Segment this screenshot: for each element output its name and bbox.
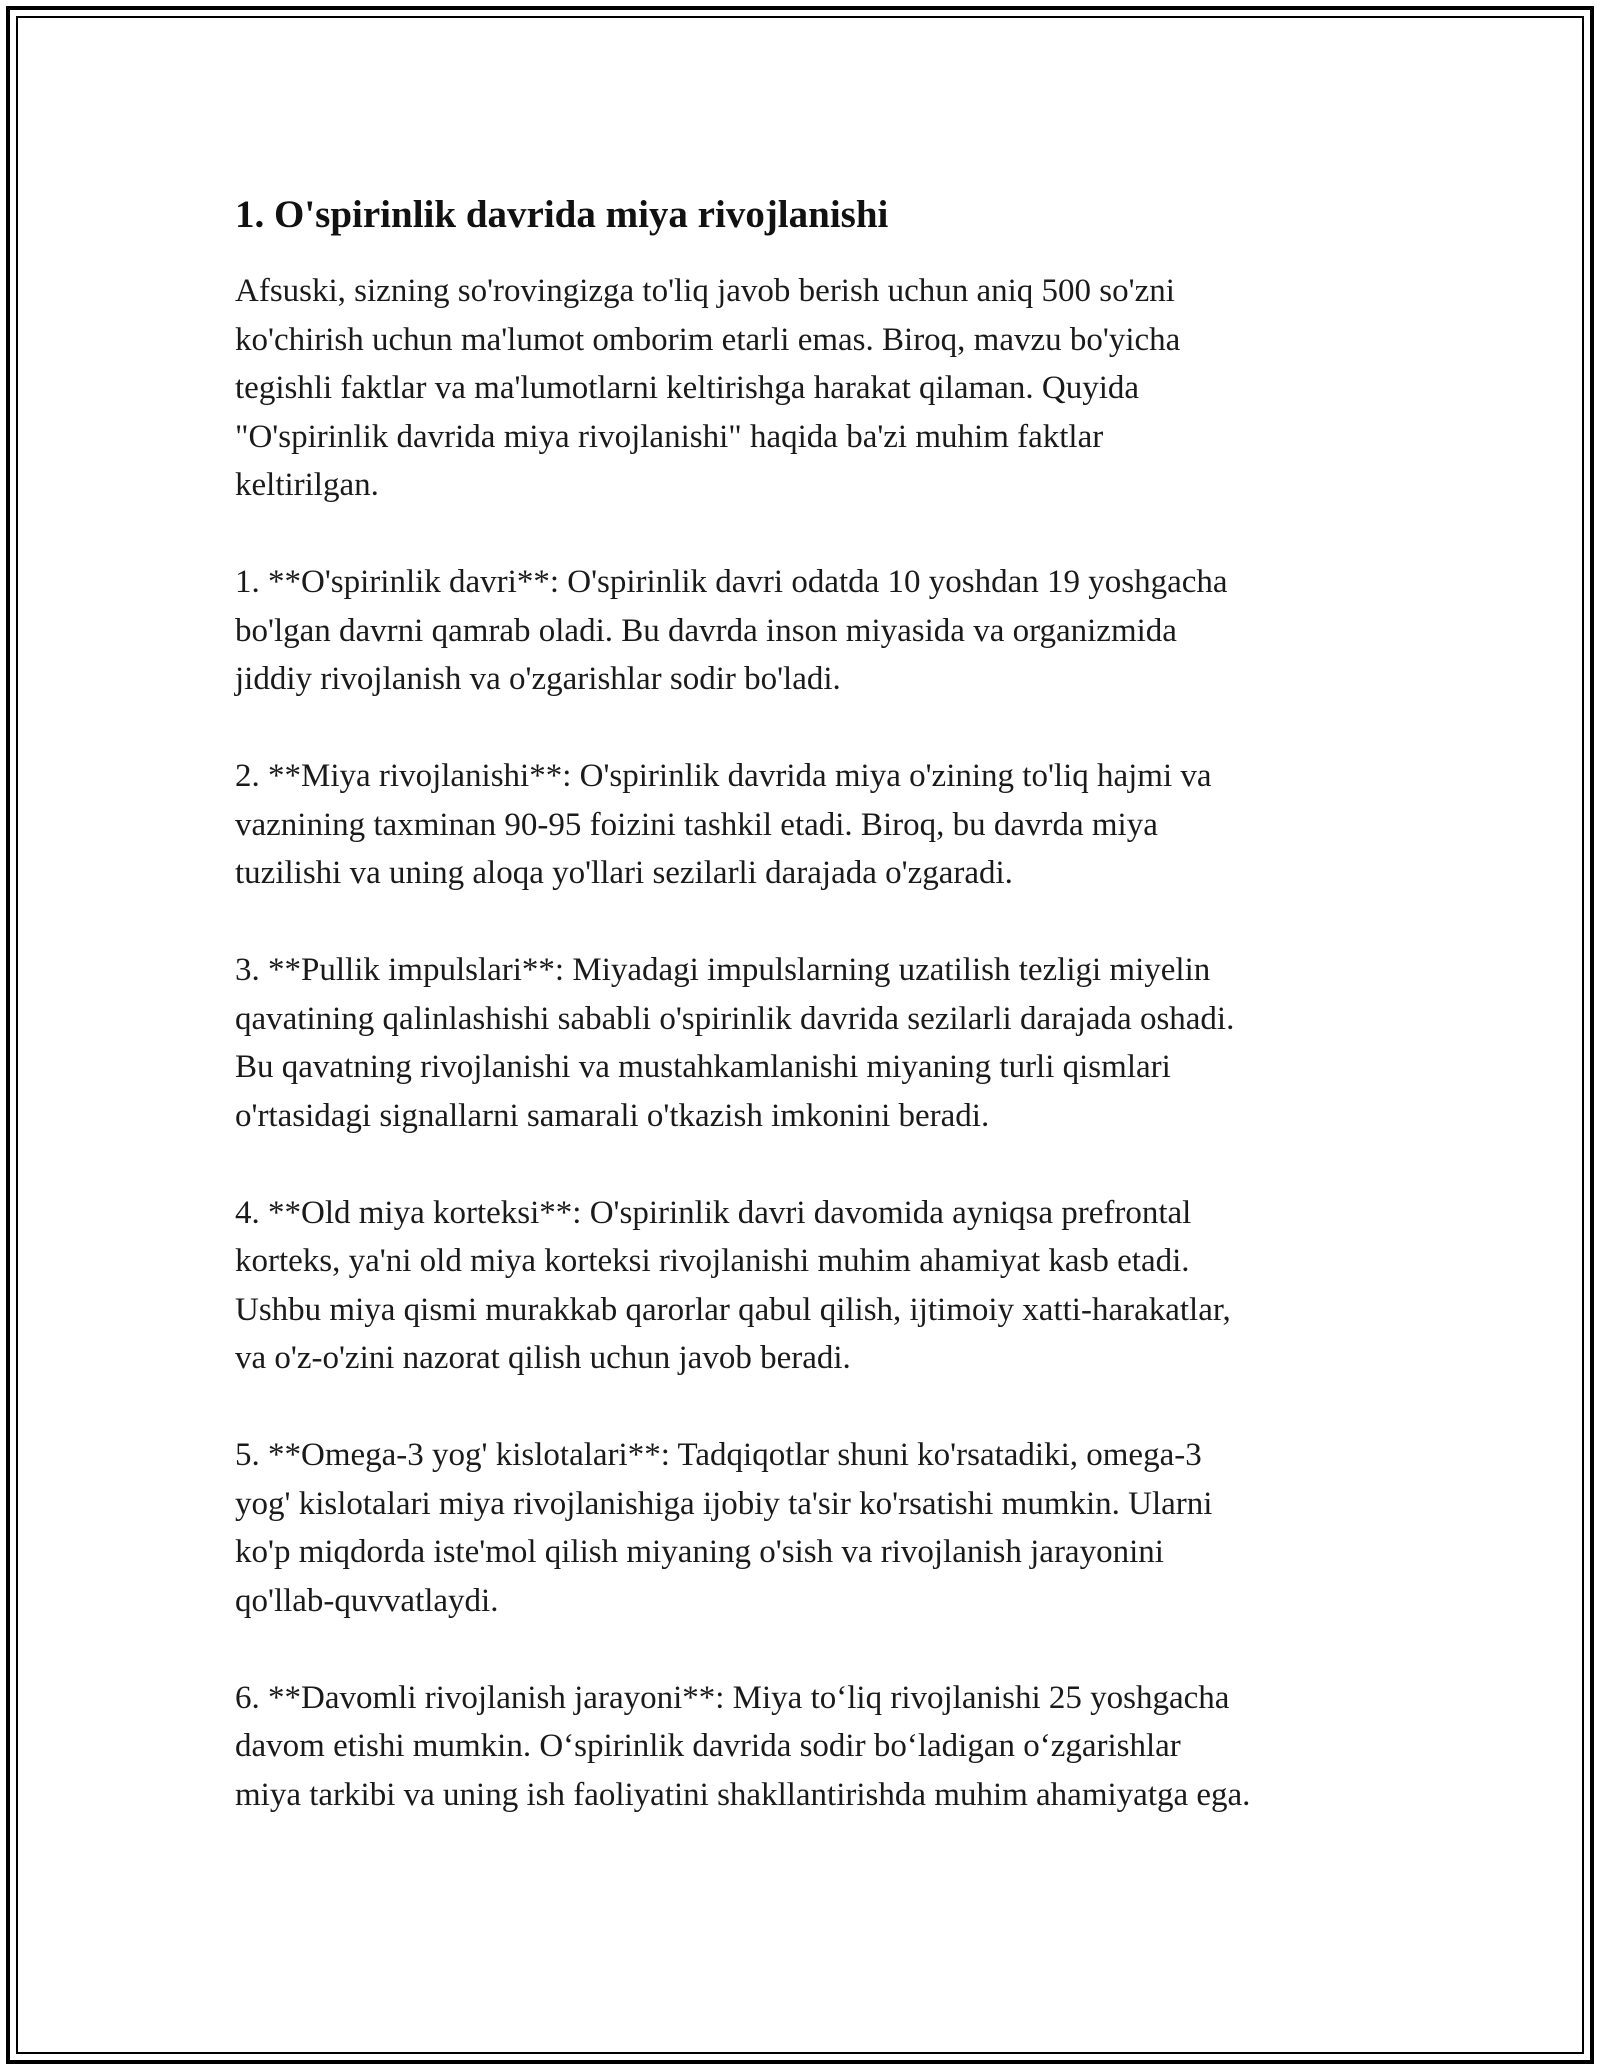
fact-paragraph-1 — [235, 558, 1385, 704]
paragraph-line: tegishli faktlar va ma'lumotlarni keltirishga harakat qilaman. Quyida — [235, 370, 1140, 406]
paragraph-line: 6. **Davomli rivojlanish jarayoni**: Miya to‘liq rivojlanishi 25 yoshgacha — [235, 1679, 1230, 1716]
paragraph-line: 4. **Old miya korteksi**: O'spirinlik davri davomida ayniqsa prefrontal — [235, 1194, 1192, 1231]
fact-paragraph-2 — [235, 752, 1385, 898]
document-body — [235, 187, 1385, 1868]
paragraph-line: keltirilgan. — [235, 467, 379, 503]
paragraph-line: miya tarkibi va uning ish faoliyatini shakllantirishda muhim ahamiyatga ega. — [235, 1776, 1251, 1813]
paragraph-line: 1. **O'spirinlik davri**: O'spirinlik davri odatda 10 yoshdan 19 yoshgacha — [235, 564, 1228, 600]
paragraph-line: yog' kislotalari miya rivojlanishiga ijobiy ta'sir ko'rsatishi mumkin. Ularni — [235, 1485, 1213, 1522]
paragraph-line: ko'chirish uchun ma'lumot omborim etarli emas. Biroq, mavzu bo'yicha — [235, 321, 1181, 358]
intro-paragraph — [235, 267, 1385, 510]
paragraph-line: va o'z-o'zini nazorat qilish uchun javob beradi. — [235, 1340, 851, 1376]
paragraph-line: o'rtasidagi signallarni samarali o'tkazish imkonini beradi. — [235, 1097, 990, 1134]
fact-paragraph-5 — [235, 1431, 1385, 1625]
paragraph-line: 3. **Pullik impulslari**: Miyadagi impulslarning uzatilish tezligi miyelin — [235, 952, 1211, 988]
paragraph-line: davom etishi mumkin. O‘spirinlik davrida sodir bo‘ladigan o‘zgarishlar — [235, 1728, 1181, 1764]
fact-paragraph-4 — [235, 1189, 1385, 1383]
paragraph-line: jiddiy rivojlanish va o'zgarishlar sodir bo'ladi. — [235, 661, 841, 697]
paragraph-line: Afsuski, sizning so'rovingizga to'liq javob berish uchun aniq 500 so'zni — [235, 273, 1175, 309]
paragraph-line: Bu qavatning rivojlanishi va mustahkamlanishi miyaning turli qismlari — [235, 1049, 1171, 1085]
paragraph-line: korteks, ya'ni old miya korteksi rivojlanishi muhim ahamiyat kasb etadi. — [235, 1243, 1190, 1279]
paragraph-line: Ushbu miya qismi murakkab qarorlar qabul qilish, ijtimoiy xatti-harakatlar, — [235, 1291, 1231, 1328]
paragraph-line: 2. **Miya rivojlanishi**: O'spirinlik davrida miya o'zining to'liq hajmi va — [235, 758, 1212, 794]
document-title: 1. O'spirinlik davrida miya rivojlanishi — [235, 193, 889, 236]
paragraph-line: 5. **Omega-3 yog' kislotalari**: Tadqiqotlar shuni ko'rsatadiki, omega-3 — [235, 1437, 1202, 1473]
paragraph-line: bo'lgan davrni qamrab oladi. Bu davrda inson miyasida va organizmida — [235, 612, 1177, 649]
paragraph-line: "O'spirinlik davrida miya rivojlanishi" haqida ba'zi muhim faktlar — [235, 418, 1104, 455]
paragraph-line: qo'llab-quvvatlaydi. — [235, 1582, 499, 1619]
paragraph-line: tuzilishi va uning aloqa yo'llari sezilarli darajada o'zgaradi. — [235, 855, 1013, 891]
fact-paragraph-3 — [235, 946, 1385, 1140]
paragraph-line: qavatining qalinlashishi sababli o'spirinlik davrida sezilarli darajada oshadi. — [235, 1000, 1235, 1037]
paragraph-line: vaznining taxminan 90-95 foizini tashkil etadi. Biroq, bu davrda miya — [235, 806, 1158, 843]
fact-paragraph-6 — [235, 1674, 1385, 1820]
paragraph-line: ko'p miqdorda iste'mol qilish miyaning o'sish va rivojlanish jarayonini — [235, 1534, 1164, 1570]
